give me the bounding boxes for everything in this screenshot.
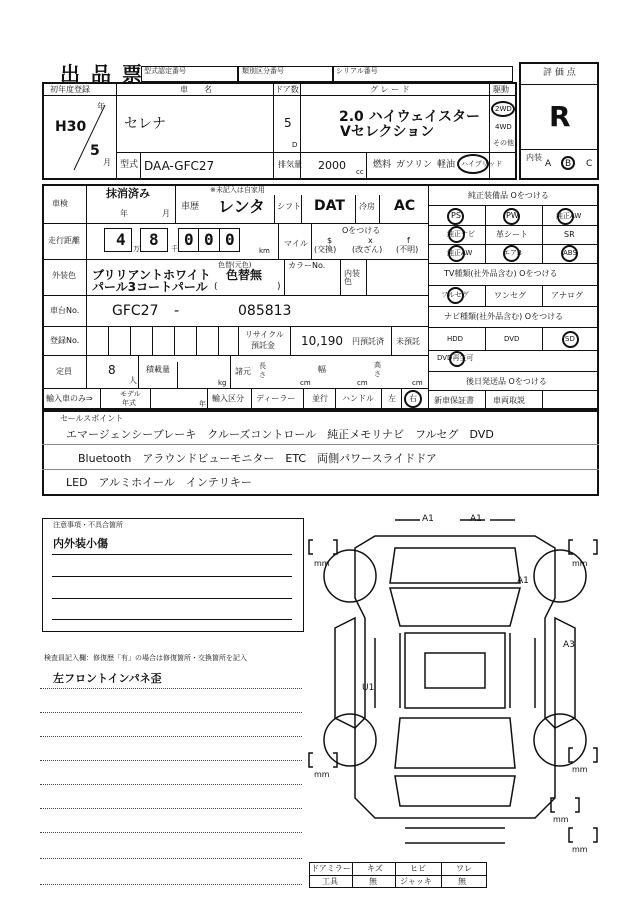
shift-value: DAT [314,198,345,214]
doors-label: ドア数 [275,85,299,94]
chassis-label: 車台No. [50,306,80,315]
grade-line2: Vセレクション [340,124,435,140]
equip-aw-top: 純正AW [556,212,582,220]
damage-mark-a1-1: A1 [422,514,434,524]
drive-4wd: 4WD [495,123,512,131]
model-year-unit: 年 [199,400,206,408]
damage-mark-a1-2: A1 [470,514,482,524]
tv-oneseg: ワンセグ [494,291,526,300]
equip-ps: PS [451,211,461,220]
drive-2wd: 2WD [495,105,512,113]
nav-hdd: HDD [447,335,464,343]
color-paren-close: ) [277,282,281,292]
rating-label: 評 価 点 [543,68,576,78]
displacement-label: 排気量 [278,160,302,169]
mileage-digit-4: 0 [204,230,214,249]
mileage-digit-2: 8 [149,230,159,249]
interior-b: B [565,159,572,169]
equip-airbag: エアB [503,249,522,257]
color-no-label: カラーNo. [288,261,326,270]
inspector-text: 左フロントインパネ歪 [53,672,162,685]
handle-left: 左 [388,394,396,403]
nav-title: ナビ種類(社外品含む) Oをつける [444,312,564,321]
fuel-hybrid: ハイブリッド [461,160,503,168]
mile-label: マイル [284,239,308,248]
equip-abs: ABS [563,249,577,257]
fuel-label: 燃料 [373,160,392,170]
capacity-unit: 人 [129,376,137,385]
circle-note: Oをつける [342,226,381,235]
recycle-value: 10,190 [301,334,343,348]
bottom-header-3: ワレ [456,864,472,873]
import-cat-label: 輸入区分 [212,394,244,403]
reg-no-label: 登録No. [50,336,80,345]
damage-mark-a1-3: A1 [517,576,529,586]
ac-label: 冷房 [359,202,375,211]
dims-label: 諸元 [235,367,251,376]
shaken-year: 年 [120,209,128,218]
sales-point-line3: LED アルミホイール インテリキー [66,476,252,489]
color-paren-open: ( [214,282,218,292]
nav-dvd: DVD [504,335,520,343]
month-mark: 月 [103,158,111,167]
model-year-label1: モデル [120,390,141,398]
model-year-label2: 年式 [122,399,136,407]
car-name-label: 車 名 [180,85,212,94]
unknown-label: (不明) [396,245,419,254]
car-name: セレナ [124,116,166,132]
notes-label: 注意事項・不具合箇所 [53,521,123,529]
after-title: 後日発送品 Oをつける [466,377,547,386]
width-label: 幅 [318,365,326,374]
drive-label: 駆動 [493,85,509,94]
fuel-gasoline: ガソリン [396,160,433,170]
drive-other: その他 [493,139,514,147]
dvd-playable: DVD再生可 [437,354,474,362]
form-title: 出 品 票 [60,62,144,86]
recycle-label2: 預託金 [251,341,275,350]
model-type-value: DAA-GFC27 [144,159,215,173]
interior-color-label: 内装色 [344,269,360,286]
mm-label: mm [572,765,588,774]
unregistered-note: ※未記入は自家用 [210,186,265,194]
category-no-label: 類別区分番号 [242,67,284,75]
mm-label: mm [553,815,569,824]
mileage-digit-5: 0 [225,230,235,249]
car-damage-diagram [305,508,605,868]
mileage-digit-3: 0 [184,230,194,249]
notes-text: 内外装小傷 [53,537,108,550]
chassis-number: 085813 [238,303,292,319]
handle-right: 右 [409,394,417,403]
bottom-value-2: ジャッキ [400,877,432,886]
history-label: 車歴 [181,202,200,212]
recycle-unpaid: 未預託 [396,337,420,346]
bottom-header-0: ドアミラー [311,864,351,873]
interior-a: A [545,159,552,169]
bottom-header-1: キズ [367,864,383,873]
color-label: 外装色 [52,271,76,280]
mm-label: mm [572,845,588,854]
import-label: 輸入車のみ⇒ [46,394,93,403]
model-cert-no-label: 型式認定番号 [144,67,186,75]
door-unit: D [292,141,298,149]
after-manual: 車両取説 [493,396,525,405]
bottom-value-0: 工具 [322,877,338,886]
tv-title: TV種類(社外品含む) Oをつける [444,269,558,278]
color-original-label: 色替(元色) [218,261,252,269]
interior-c: C [586,159,593,169]
bottom-header-2: ヒビ [410,864,426,873]
width-cm: cm [357,379,368,387]
displacement-value: 2000 [318,159,346,172]
load-unit: kg [218,379,227,387]
km-unit: km [259,247,270,255]
rating-value: R [549,100,571,133]
handle-label: ハンドル [342,394,374,403]
damage-mark-a3: A3 [563,640,575,650]
shaken-value: 抹消済み [106,187,150,200]
color-change: 色替無 [226,268,263,282]
grade-line1: 2.0 ハイウェイスター [339,109,480,125]
grade-label: グ レ ー ド [370,85,410,94]
nav-sd: SD [565,335,575,343]
altered-label: (改ざん) [352,245,383,254]
bottom-value-3: 無 [458,877,466,886]
man-unit: 万 [133,245,140,253]
capacity-value: 8 [108,363,116,377]
mileage-digit-1: 4 [116,230,126,249]
damage-mark-u1: U1 [362,683,375,693]
shaken-label: 車検 [52,199,68,208]
notes-frame [42,518,304,632]
exchange-label: (交換) [314,245,337,254]
bottom-value-1: 無 [369,877,377,886]
ac-value: AC [394,198,416,214]
mm-label: mm [314,559,330,568]
color-value1: ブリリアントホワイト [92,268,211,282]
color-value2: パール3コートパール [92,280,208,294]
unknown-symbol: f [407,236,410,245]
load-label: 積載量 [146,365,170,374]
dealer: ディーラー [256,394,296,403]
parallel: 並行 [312,394,328,403]
recycle-label1: リサイクル [245,330,284,339]
length-label: 長さ [259,362,266,379]
year-mark: 年 [97,102,105,111]
sales-points-label: セールスポイント [60,414,124,423]
inspector-label: 検査員記入欄：修復歴「有」の場合は修復箇所・交換箇所を記入 [44,654,247,662]
sales-point-line2: Bluetooth アラウンドビューモニター ETC 両側パワースライドドア [78,452,437,465]
equip-navi: 純正ナビ [447,230,475,238]
serial-no-label: シリアル番号 [336,67,378,75]
shaken-month: 月 [162,209,170,218]
cc-unit: cc [356,168,364,176]
history-value: レンタ [218,197,265,216]
after-warranty: 新車保証書 [434,396,474,405]
chassis-dash: - [174,303,180,319]
equip-leather: 革シート [496,230,528,239]
genuine-title: 純正装備品 Oをつける [468,191,549,200]
recycle-paid: 円預託済 [352,337,384,346]
interior-label: 内装 [526,153,542,162]
height-cm: cm [412,379,423,387]
height-label: 高さ [374,361,381,378]
chassis-prefix: GFC27 [112,303,159,319]
exchange-symbol: $ [327,236,333,245]
equip-aw: 純正AW [447,249,473,257]
equip-pw: PW [506,211,519,220]
first-reg-era: H30 [55,119,87,135]
length-cm: cm [300,379,311,387]
fuel-diesel: 軽油 [437,160,456,170]
sen-unit: 千 [171,245,178,253]
model-type-label: 型式 [120,160,139,170]
mm-label: mm [314,770,330,779]
altered-symbol: x [368,236,373,245]
tv-fullseg: フルセグ [441,291,469,299]
first-reg-month: 5 [90,143,100,159]
mileage-label: 走行距離 [48,236,80,245]
tv-analog: アナログ [551,291,583,300]
capacity-label: 定員 [56,367,72,376]
door-count: 5 [284,116,292,130]
shift-label: シフト [277,202,301,211]
equip-sr: SR [564,230,575,239]
first-reg-label: 初年度登録 [50,85,90,94]
sales-point-line1: エマージェンシーブレーキ クルーズコントロール 純正メモリナビ フルセグ DVD [66,428,494,441]
mm-label: mm [572,559,588,568]
